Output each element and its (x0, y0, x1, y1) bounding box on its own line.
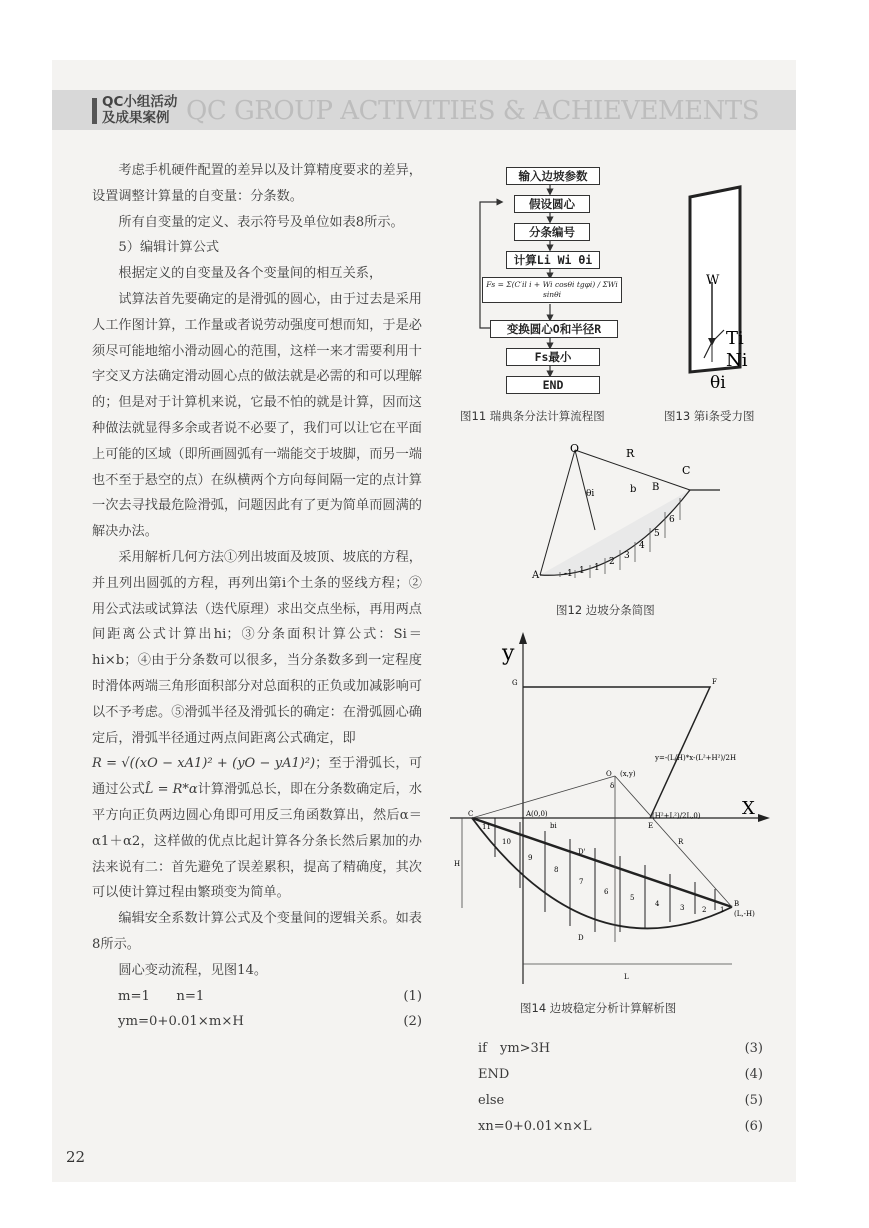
fig14-slice-label: 4 (655, 900, 660, 908)
fig14-b-coord: (L,-H) (734, 910, 755, 918)
paragraph-3: 5）编辑计算公式 (118, 240, 220, 256)
equation-4 (478, 1062, 763, 1088)
flow-step-fs-min: Fs最小 (506, 348, 600, 366)
fig12-theta-label: θi (586, 489, 595, 499)
formula-arc-length: L̂ = R*α (144, 782, 198, 798)
flow-step-change-center: 变换圆心O和半径R (490, 320, 618, 338)
equation-2-body: ym=0+0.01×m×H (118, 1014, 244, 1030)
paragraph-6c: 计算滑弧总长，即在分条数确定后，水平方向正负两边圆心角即可用反三角函数算出，然后α＝α1＋α2，这样做的优点比起计算各分条长然后累加的办法来说有二：首先避免了误差累积，提高了精确度，其次可以使计算过程由繁琐变为简单。 (92, 782, 423, 901)
flow-step-assume-center: 假设圆心 (514, 195, 590, 213)
fig14-r-label: R (678, 838, 684, 846)
equation-5-number: (5) (744, 1093, 763, 1108)
fig13-theta-label: θi (710, 373, 726, 392)
fig14-c-label: C (468, 810, 474, 818)
equation-3-number: (3) (744, 1041, 763, 1056)
fig14-bi-label: bi (550, 822, 557, 830)
paragraph-7: 编辑安全系数计算公式及个变量间的逻辑关系。如表8所示。 (92, 911, 422, 952)
fig14-x-axis-label: X (742, 798, 755, 819)
fig14-slice-label: 1 (720, 906, 725, 914)
fig14-e-label: E (648, 822, 654, 830)
fig14-o-label: O (606, 770, 612, 778)
equation-6 (478, 1114, 763, 1140)
fig14-slice-label: 8 (554, 866, 559, 874)
equation-4-body: END (478, 1067, 510, 1082)
fig12-slice-label: 3 (624, 551, 630, 561)
fig14-d-label: D (578, 934, 584, 942)
equation-2-number: (2) (403, 1014, 422, 1030)
header-accent-bar (92, 98, 97, 124)
equation-4-number: (4) (744, 1067, 763, 1082)
header-cn-title (102, 94, 177, 126)
fig12-bpt-label: B (652, 482, 660, 493)
fig12-slice-label: 6 (669, 515, 675, 525)
paragraph-6b: ；至于滑弧长，可通过公式 (92, 756, 423, 798)
equation-2 (92, 1009, 422, 1035)
fig12-b-label: b (630, 484, 637, 495)
paragraph-1: 考虑手机硬件配置的差异以及计算精度要求的差异，设置调整计算量的自变量：分条数。 (92, 163, 422, 204)
equation-1-body: m=1 n=1 (118, 988, 205, 1004)
fig14-slice-label: 5 (630, 894, 635, 902)
flow-step-formula: Fs = Σ(C′il i + Wi cosθi tgφi) / ΣWi sinθi (482, 277, 622, 303)
paragraph-6-cont (92, 751, 422, 906)
fig14-l-label: L (624, 973, 629, 981)
fig14-g-label: G (512, 679, 518, 687)
fig14-slice-label: 2 (702, 906, 707, 914)
equation-5-body: else (478, 1093, 505, 1108)
fig14-f-label: F (712, 678, 717, 686)
fig12-slice-label: 4 (639, 541, 645, 551)
left-column (92, 158, 422, 1035)
fig13-t-label: Ti (726, 328, 744, 349)
figure-11-caption: 图11 瑞典条分法计算流程图 (460, 409, 605, 423)
fig14-y-axis-label: y (502, 641, 515, 666)
paragraph-5: 试算法首先要确定的是滑弧的圆心，由于过去是采用人工作图计算，工作量或者说劳动强度可想而知，于是必须尽可能地缩小滑动圆心的范围，这样一来才需要利用十字交叉方法确定滑动圆心点的做法就是必需的和可以理解的；但是对于计算机来说，它最不怕的就是计算，因而这种做法就显得多余或者说不必要了，我们可以让它在平面上可能的区域（即所画圆弧有一端能交于坡脚，而另一端也不至于悬空的点）在纵横两个方向每间隔一定的点计算一次去寻找最危险滑弧，问题因此有了更为简单而圆满的解决办法。 (92, 291, 422, 540)
paragraph-4: 根据定义的自变量及各个变量间的相互关系， (118, 266, 383, 282)
fig14-slice-label: 9 (528, 854, 533, 862)
paragraph-8: 圆心变动流程，见图14。 (118, 962, 268, 978)
fig14-line-equation: y=-(L/H)*x-(L²+H²)/2H (655, 754, 737, 762)
formula-radius: R = √((xO − xA1)² + (yO − yA1)²) (92, 756, 316, 772)
equation-3 (478, 1036, 763, 1062)
fig12-slice-label: 5 (654, 529, 660, 539)
right-column-equations (478, 1036, 763, 1140)
fig14-oxy-label: (x,y) (620, 770, 636, 778)
flow-step-compute: 计算Li Wi θi (506, 251, 600, 269)
equation-6-number: (6) (744, 1119, 763, 1134)
figure-13-diagram (680, 182, 770, 392)
figure-14-diagram (440, 632, 770, 992)
figure-14-caption: 图14 边坡稳定分析计算解析图 (520, 1001, 677, 1015)
paragraph-2: 所有自变量的定义、表示符号及单位如表8所示。 (118, 214, 404, 230)
fig14-slice-label: 3 (680, 904, 685, 912)
fig13-n-label: Ni (726, 350, 748, 371)
fig13-w-label: W (706, 273, 720, 288)
fig14-slice-label: 10 (502, 838, 511, 846)
fig12-o-label: O (570, 442, 580, 455)
header-cn-line1: QC小组活动 (102, 94, 178, 110)
header-en-title: QC GROUP ACTIVITIES & ACHIEVEMENTS (186, 96, 760, 126)
equation-1-number: (1) (403, 988, 422, 1004)
fig14-d1-label: D' (578, 848, 586, 856)
equation-3-body: if ym>3H (478, 1041, 551, 1056)
flow-step-end: END (506, 376, 600, 394)
fig14-h-label: H (454, 860, 461, 868)
fig14-delta-label: δ (610, 782, 615, 790)
fig12-c-label: C (682, 464, 691, 477)
figure-12-caption: 图12 边坡分条简图 (556, 603, 655, 617)
figure-13-caption: 图13 第i条受力图 (664, 409, 755, 423)
fig12-slice-label: -1 (564, 569, 573, 579)
equation-6-body: xn=0+0.01×n×L (478, 1119, 592, 1134)
fig14-e-coord: (H²+L²)/2L,0) (652, 812, 701, 820)
fig12-r-label: R (626, 447, 635, 460)
flow-step-slice-number: 分条编号 (514, 223, 590, 241)
fig12-a-label: A (532, 570, 540, 581)
equation-5 (478, 1088, 763, 1114)
fig12-slice-label: 2 (609, 557, 615, 567)
fig14-slice-label: 6 (604, 888, 609, 896)
page-number: 22 (66, 1148, 86, 1166)
paragraph-6: 采用解析几何方法①列出坡面及坡顶、坡底的方程，并且列出圆弧的方程，再列出第i个土条的竖线方程；②用公式法或试算法（迭代原理）求出交点坐标，再用两点间距离公式计算出hi；③分条面积计算公式：Si＝hi×b；④由于分条数可以很多，当分条数多到一定程度时滑体两端三角形面积部分对总面积的正负或加减影响可以不予考虑。⑤滑弧半径及滑弧长的确定：在滑弧圆心确定后，滑弧半径通过两点间距离公式确定，即 (92, 549, 422, 746)
header-cn-line2: 及成果案例 (102, 110, 170, 126)
flow-step-input: 输入边坡参数 (506, 167, 600, 185)
fig14-a-label: A(0,0) (526, 810, 548, 818)
fig12-slice-label: 1 (579, 566, 585, 576)
figure-12-diagram (520, 440, 720, 590)
fig14-slice-label: 7 (579, 878, 584, 886)
fig14-slice-label: 11 (482, 823, 491, 831)
fig14-b-label: B (734, 900, 740, 908)
fig12-slice-label: 1 (594, 563, 600, 573)
equation-1 (92, 984, 422, 1010)
